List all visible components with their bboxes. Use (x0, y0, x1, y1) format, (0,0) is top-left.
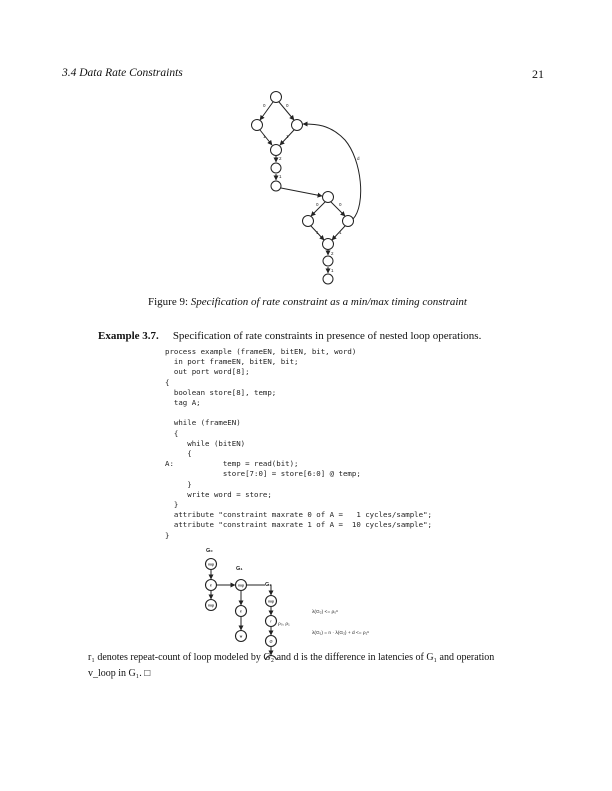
graph-node (271, 92, 282, 103)
example-heading (98, 330, 481, 342)
edge-label: 1 (339, 230, 342, 235)
graph-node (323, 192, 334, 203)
graph-node (292, 120, 303, 131)
edge-label: 0 (286, 103, 289, 108)
graph-node (323, 274, 333, 284)
footnote-line-2: v_loop in G₁. □ (88, 668, 151, 679)
graph-label-g0: G₀ (206, 548, 213, 554)
graph-label-g1: G₁ (236, 566, 243, 572)
graph-node (252, 120, 263, 131)
edge-rate-label: ρ₀, ρ₁ (278, 622, 290, 627)
code-listing: process example (frameEN, bitEN, bit, word) in port frameEN, bitEN, bit; out port word[8]; { boolean store[8], temp; tag A; while (frameEN) { while (bitEN) { A: temp = read(bit); store[7:0] = store[6:0] @ temp; } write word = store; } attribute "constraint maxrate 0 of A = 1 cycles/sample"; attribute "constraint maxrate 1 of A = 10 cycles/sample"; } (165, 347, 432, 540)
running-header: 3.4 Data Rate Constraints (62, 67, 183, 79)
edge-label: 1 (263, 134, 266, 139)
caption-prefix: Figure 9: (148, 296, 189, 308)
edge-label: 0 (339, 202, 342, 207)
edge-label: d (357, 156, 360, 161)
svg-text:nop: nop (238, 583, 244, 588)
equation-1: λ(G₂) <= ρ₀ᵘ (312, 610, 339, 615)
svg-text:ℓ: ℓ (210, 583, 212, 588)
example-label: Example 3.7. (98, 330, 159, 342)
sequencing-graph-diagram (0, 540, 612, 660)
svg-text:w: w (239, 634, 243, 639)
graph-label-g2: G₂ (265, 582, 272, 588)
footnote (88, 650, 558, 682)
page-number: 21 (532, 67, 544, 81)
svg-text:r: r (270, 619, 272, 624)
graph-node (323, 256, 333, 266)
edge-label: 0 (316, 202, 319, 207)
edge-label: 0 (263, 103, 266, 108)
example-text: Specification of rate constraints in presence of nested loop operations. (172, 330, 482, 342)
equation-2: λ(G₁) = n · λ(G₂) + d <= ρ₁ᵘ (312, 631, 370, 636)
graph-node (323, 239, 334, 250)
edge-label: 1 (286, 134, 289, 139)
edge-label: 1 (279, 174, 282, 179)
svg-text:nop: nop (208, 603, 214, 608)
figure-9-caption (148, 296, 467, 308)
edge-label: 2 (331, 251, 334, 256)
graph-node (271, 145, 282, 156)
edge-label: 1 (331, 268, 334, 273)
svg-text:ℓ: ℓ (240, 609, 242, 614)
svg-text:nop: nop (268, 599, 274, 604)
edge-label: 1 (316, 230, 319, 235)
caption-text: Specification of rate constraint as a min/max timing constraint (190, 296, 467, 308)
figure-9-diagram (0, 0, 612, 300)
graph-node (303, 216, 314, 227)
svg-text:@: @ (269, 639, 273, 644)
edge-label: 2 (279, 156, 282, 161)
graph-node (271, 181, 281, 191)
graph-node (271, 163, 281, 173)
footnote-line-1: r₁ denotes repeat-count of loop modeled by G₂ and d is the difference in latencies of G₁ and operation (88, 652, 495, 663)
graph-node (343, 216, 354, 227)
svg-text:nop: nop (208, 562, 214, 567)
